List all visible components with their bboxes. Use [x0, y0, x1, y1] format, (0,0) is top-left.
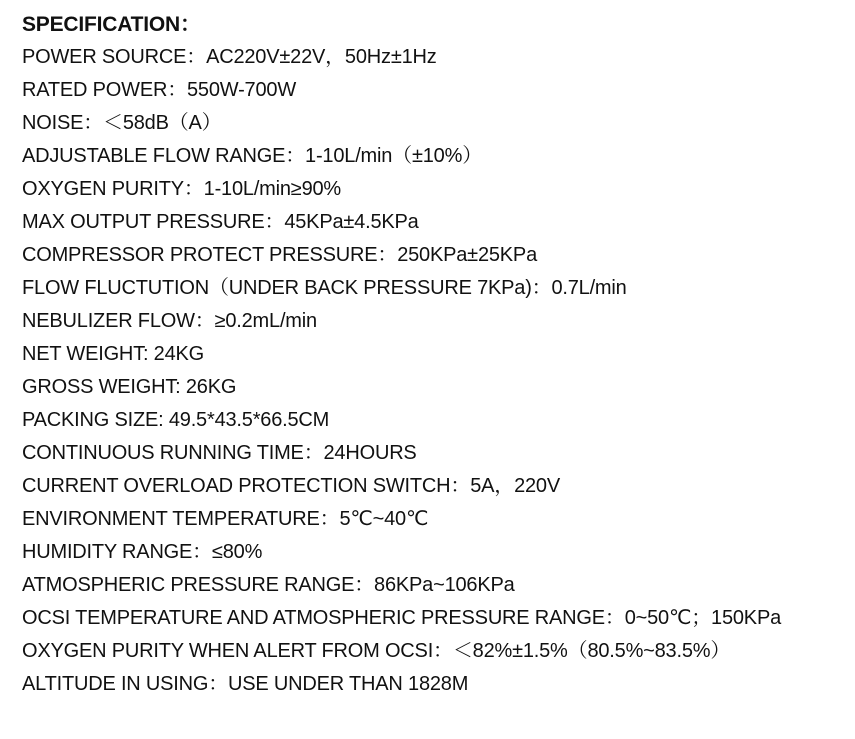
spec-gross-weight: GROSS WEIGHT: 26KG [22, 376, 237, 398]
spec-oxygen-purity-alert: OXYGEN PURITY WHEN ALERT FROM OCSI：＜82%±1.5%（80.5%~83.5%） [22, 640, 731, 662]
spec-ocsi-temperature-pressure-range: OCSI TEMPERATURE AND ATMOSPHERIC PRESSURE RANGE：0~50℃；150KPa [22, 607, 782, 629]
spec-compressor-protect-pressure: COMPRESSOR PROTECT PRESSURE：250KPa±25KPa [22, 244, 537, 266]
spec-adjustable-flow-range: ADJUSTABLE FLOW RANGE：1-10L/min（±10%） [22, 145, 482, 167]
spec-altitude: ALTITUDE IN USING：USE UNDER THAN 1828M [22, 673, 469, 695]
spec-rated-power: RATED POWER：550W-700W [22, 79, 297, 101]
spec-current-overload-protection: CURRENT OVERLOAD PROTECTION SWITCH：5A，220V [22, 475, 560, 497]
spec-noise: NOISE：＜58dB（A） [22, 112, 222, 134]
specification-title: SPECIFICATION： [22, 13, 201, 36]
spec-power-source: POWER SOURCE：AC220V±22V，50Hz±1Hz [22, 46, 437, 68]
spec-packing-size: PACKING SIZE: 49.5*43.5*66.5CM [22, 409, 330, 431]
spec-max-output-pressure: MAX OUTPUT PRESSURE：45KPa±4.5KPa [22, 211, 419, 233]
specification-document [22, 8, 845, 701]
spec-atmospheric-pressure-range: ATMOSPHERIC PRESSURE RANGE：86KPa~106KPa [22, 574, 515, 596]
spec-flow-fluctution: FLOW FLUCTUTION（UNDER BACK PRESSURE 7KPa)：0.7L/min [22, 277, 627, 299]
spec-humidity-range: HUMIDITY RANGE：≤80% [22, 541, 263, 563]
spec-continuous-running-time: CONTINUOUS RUNNING TIME：24HOURS [22, 442, 417, 464]
spec-nebulizer-flow: NEBULIZER FLOW：≥0.2mL/min [22, 310, 317, 332]
spec-oxygen-purity: OXYGEN PURITY：1-10L/min≥90% [22, 178, 342, 200]
spec-net-weight: NET WEIGHT: 24KG [22, 343, 205, 365]
specification-list [22, 41, 845, 701]
spec-environment-temperature: ENVIRONMENT TEMPERATURE：5℃~40℃ [22, 508, 429, 530]
